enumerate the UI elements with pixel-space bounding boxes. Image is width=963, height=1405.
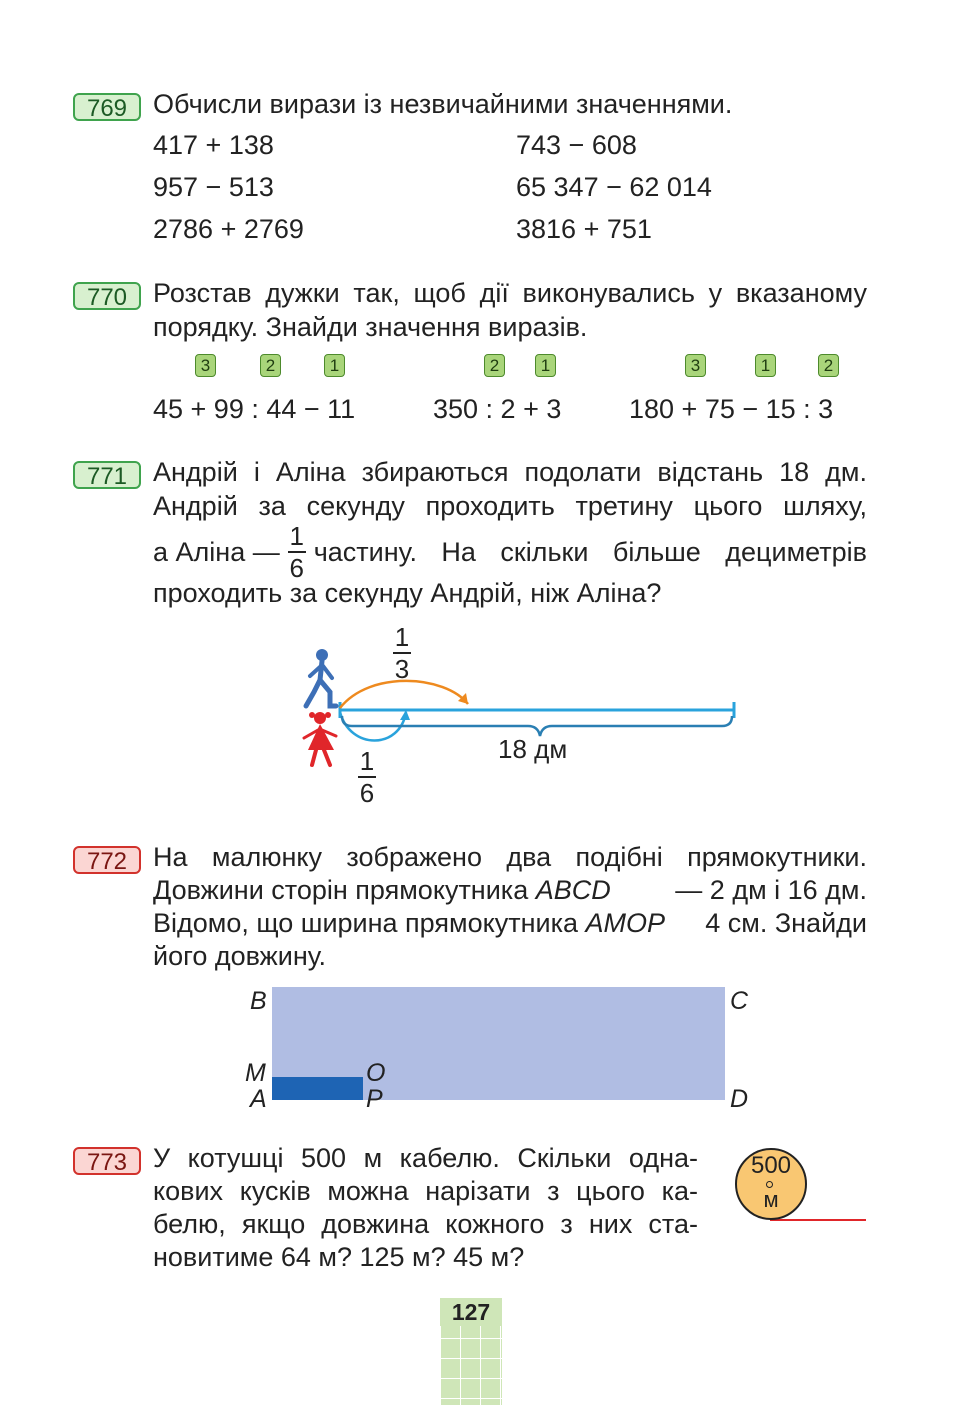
problem-772-line2-a: Довжини сторін прямокутника bbox=[153, 875, 536, 905]
order-marker: 2 bbox=[818, 354, 839, 377]
expression-770-2: 350 : 2 + 3 bbox=[433, 394, 562, 424]
problem-772-line3-a: Відомо, що ширина прямокутника bbox=[153, 908, 586, 938]
fraction-denominator: 6 bbox=[289, 553, 304, 583]
problem-771-line3-start: а Аліна — bbox=[153, 537, 280, 567]
problem-771-line2: Андрій за секунду проходить третину цього шляху, bbox=[153, 491, 867, 521]
cable-line bbox=[770, 1219, 866, 1221]
fraction-numerator: 1 bbox=[394, 622, 410, 652]
expression-769-l1: 417 + 138 bbox=[153, 130, 274, 160]
expression-769-l2: 957 − 513 bbox=[153, 172, 274, 202]
expression-770-3: 180 + 75 − 15 : 3 bbox=[629, 394, 834, 424]
reel-unit: м bbox=[763, 1187, 779, 1212]
problem-772-line4: його довжину. bbox=[153, 941, 327, 971]
fraction-denominator: 6 bbox=[359, 778, 375, 808]
problem-771-line3 bbox=[153, 522, 867, 582]
point-a-label: A bbox=[250, 1085, 267, 1113]
expression-769-l3: 2786 + 2769 bbox=[153, 214, 304, 244]
point-b-label: B bbox=[250, 987, 267, 1015]
problem-773-line4: новитиме 64 м? 125 м? 45 м? bbox=[153, 1242, 525, 1272]
length-label: 18 дм bbox=[498, 734, 568, 764]
fraction-one-sixth bbox=[288, 523, 306, 581]
fraction-denominator: 3 bbox=[394, 654, 410, 684]
order-marker: 1 bbox=[755, 354, 776, 377]
problem-772-badge: 772 bbox=[73, 846, 141, 874]
girl-icon bbox=[304, 712, 336, 765]
problem-772-line3 bbox=[153, 906, 867, 940]
fraction-one-sixth-diagram bbox=[358, 748, 376, 806]
problem-771-line3-end: частину. На скільки більше дециметрів bbox=[313, 537, 867, 567]
problem-773-badge: 773 bbox=[73, 1147, 141, 1175]
expression-770-1: 45 + 99 : 44 − 11 bbox=[153, 394, 356, 424]
point-d-label: D bbox=[730, 1085, 749, 1113]
problem-772-line2 bbox=[153, 873, 867, 907]
problem-769-text: Обчисли вирази із незвичайними значеннями. bbox=[153, 89, 733, 119]
fraction-numerator: 1 bbox=[289, 521, 304, 551]
reel-value: 500 bbox=[750, 1152, 792, 1179]
problem-773-line3: белю, якщо довжина кожного з них ста- bbox=[153, 1209, 698, 1239]
order-marker: 3 bbox=[685, 354, 706, 377]
page-number: 127 bbox=[440, 1298, 502, 1326]
point-o-label: O bbox=[366, 1059, 386, 1087]
order-marker: 1 bbox=[324, 354, 345, 377]
order-marker: 1 bbox=[535, 354, 556, 377]
rect-amop-label: AMOP bbox=[585, 908, 666, 938]
problem-771-line4: проходить за секунду Андрій, ніж Аліна? bbox=[153, 578, 662, 608]
problem-770-line1: Розстав дужки так, щоб дії виконувались у вказаному bbox=[153, 278, 867, 308]
problem-771-badge: 771 bbox=[73, 461, 141, 489]
problem-770-badge: 770 bbox=[73, 282, 141, 310]
expression-769-r2: 65 347 − 62 014 bbox=[516, 172, 712, 202]
problem-772-line2-c: — 2 дм і 16 дм. bbox=[667, 875, 867, 905]
problem-773-line2: кових кусків можна нарізати з цього ка- bbox=[153, 1176, 698, 1206]
point-c-label: C bbox=[730, 987, 749, 1015]
page-number-block bbox=[440, 1298, 502, 1405]
expression-769-r3: 3816 + 751 bbox=[516, 214, 652, 244]
fraction-one-third bbox=[393, 624, 411, 682]
problem-772-line3-c: 4 см. Знайди bbox=[697, 908, 867, 938]
point-m-label: M bbox=[245, 1059, 266, 1087]
fraction-numerator: 1 bbox=[359, 746, 375, 776]
problem-769-badge: 769 bbox=[73, 93, 141, 121]
order-marker: 2 bbox=[484, 354, 505, 377]
expression-769-r1: 743 − 608 bbox=[516, 130, 637, 160]
problem-770-line2: порядку. Знайди значення виразів. bbox=[153, 312, 588, 342]
order-marker: 3 bbox=[195, 354, 216, 377]
andriy-arc-arrow bbox=[340, 681, 468, 708]
problem-773-line1: У котушці 500 м кабелю. Скільки одна- bbox=[153, 1143, 698, 1173]
rect-abcd-label: ABCD bbox=[535, 875, 611, 905]
boy-icon bbox=[306, 649, 336, 706]
problem-772-line1: На малюнку зображено два подібні прямокутники. bbox=[153, 842, 867, 872]
rectangle-amop bbox=[272, 1077, 363, 1100]
order-marker: 2 bbox=[260, 354, 281, 377]
point-p-label: P bbox=[366, 1085, 383, 1113]
problem-771-line1: Андрій і Аліна збираються подолати відстань 18 дм. bbox=[153, 457, 867, 487]
